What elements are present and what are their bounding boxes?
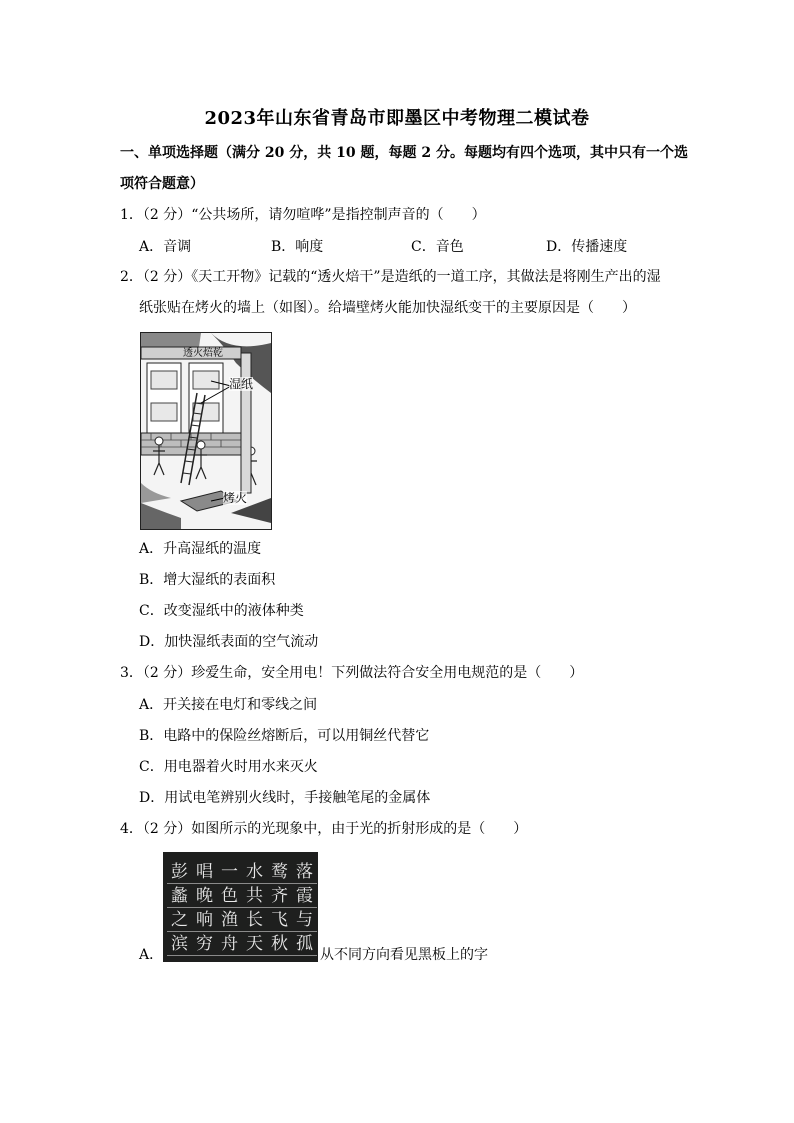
blackboard-char: 之	[171, 910, 188, 930]
blackboard-char: 飞	[271, 910, 288, 930]
blackboard-char: 渔	[221, 910, 238, 930]
q2-option-b: B．增大湿纸的表面积	[139, 572, 276, 588]
blackboard-char: 滨	[171, 934, 188, 954]
q3-option-c: C．用电器着火时用水来灭火	[139, 759, 318, 775]
blackboard-char: 晚	[196, 886, 213, 906]
blackboard-char: 色	[221, 886, 238, 906]
question-1-stem: 1．（2 分）“公共场所，请勿喧哗”是指控制声音的（ ）	[120, 207, 486, 223]
blackboard-char: 水	[246, 862, 263, 882]
q3-option-d: D．用试电笔辨别火线时，手接触笔尾的金属体	[139, 790, 431, 806]
q1-option-a: A．音调	[139, 239, 192, 255]
blackboard-char: 鹜	[271, 862, 288, 882]
q2-option-d: D．加快湿纸表面的空气流动	[139, 634, 319, 650]
blackboard-char: 舟	[221, 934, 238, 954]
section-heading-cont: 项符合题意）	[120, 176, 204, 192]
q4-option-a-letter: A．	[139, 947, 164, 963]
question-4-stem: 4．（2 分）如图所示的光现象中，由于光的折射形成的是（ ）	[120, 821, 528, 837]
fire-label: 烤火	[223, 491, 248, 505]
blackboard-rule-line	[167, 955, 317, 956]
blackboard-char: 秋	[271, 934, 288, 954]
blackboard-photo	[163, 852, 318, 962]
blackboard-char: 共	[246, 886, 263, 906]
blackboard-grid	[167, 860, 317, 956]
blackboard-char: 蠡	[171, 886, 188, 906]
blackboard-char: 与	[296, 910, 313, 930]
exam-title: 2023年山东省青岛市即墨区中考物理二模试卷	[204, 108, 590, 129]
blackboard-char: 落	[296, 862, 313, 882]
woodcut-drawing	[141, 333, 271, 529]
q4-option-a-caption: 从不同方向看见黑板上的字	[320, 947, 488, 963]
blackboard-char: 霞	[296, 886, 313, 906]
q2-option-c: C．改变湿纸中的液体种类	[139, 603, 304, 619]
question-2-stem: 2．（2 分）《天工开物》记载的“透火焙干”是造纸的一道工序，其做法是将刚生产出的湿	[120, 269, 661, 285]
blackboard-char: 响	[196, 910, 213, 930]
wet-paper-label: 湿纸	[229, 377, 254, 391]
sign-label: 透火焙乾	[183, 348, 223, 359]
blackboard-char: 彭	[171, 862, 188, 882]
section-heading: 一、单项选择题（满分 20 分，共 10 题，每题 2 分。每题均有四个选项，其中只有一个选	[120, 145, 688, 161]
paper-drying-illustration	[140, 332, 272, 530]
blackboard-char: 齐	[271, 886, 288, 906]
blackboard-char: 唱	[196, 862, 213, 882]
question-2-stem-cont: 纸张贴在烤火的墙上（如图）。给墙壁烤火能加快湿纸变干的主要原因是（ ）	[139, 300, 636, 316]
q1-option-b: B．响度	[271, 239, 324, 255]
q3-option-b: B．电路中的保险丝熔断后，可以用铜丝代替它	[139, 728, 430, 744]
blackboard-char: 一	[221, 862, 238, 882]
q2-option-a: A．升高湿纸的温度	[139, 541, 262, 557]
q3-option-a: A．开关接在电灯和零线之间	[139, 697, 318, 713]
q1-option-c: C．音色	[411, 239, 464, 255]
blackboard-char: 孤	[296, 934, 313, 954]
q1-option-d: D．传播速度	[546, 239, 628, 255]
blackboard-char: 穷	[196, 934, 213, 954]
question-3-stem: 3．（2 分）珍爱生命，安全用电！下列做法符合安全用电规范的是（ ）	[120, 665, 584, 681]
blackboard-char: 长	[246, 910, 263, 930]
blackboard-char: 天	[246, 934, 263, 954]
